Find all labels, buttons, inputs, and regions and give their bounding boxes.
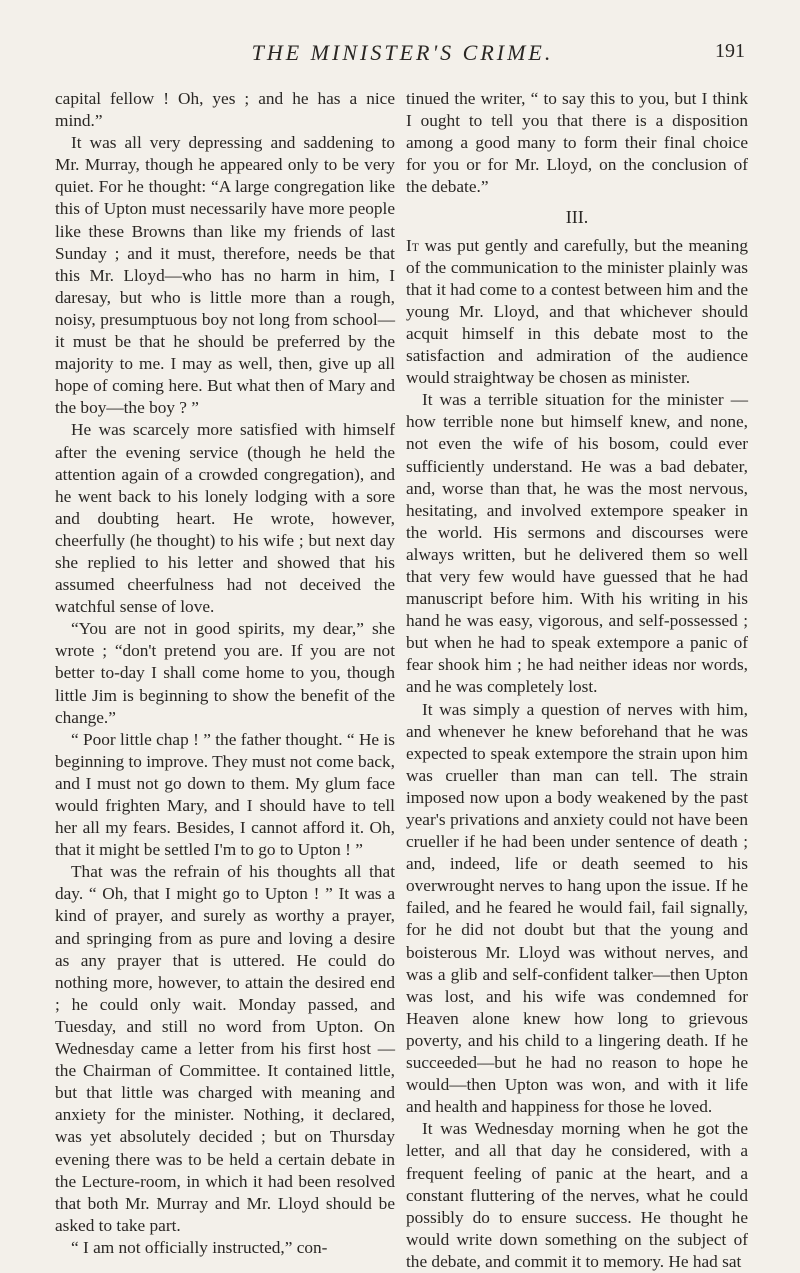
running-title: THE MINISTER'S CRIME.: [251, 40, 554, 65]
paragraph: It was all very depressing and saddening to Mr. Murray, though he appeared only to be very quiet. For he thought: “A large congregation like this of Upton must necessarily have more people like these Browns than like my friends of last Sunday ; and it must, therefore, needs be that this Mr. Lloyd—who has no harm in him, I daresay, but who is little more than a rough, noisy, presumptuous boy not long from school—it must be that he should be preferred by the majority to me. I may as well, then, give up all hope of coming here. But what then of Mary and the boy—the boy ? ”: [55, 133, 395, 418]
paragraph: “You are not in good spirits, my dear,” she wrote ; “don't pretend you are. If you are not better to-day I shall come home to you, though little Jim is beginning to show the benefit of the change.”: [55, 619, 395, 727]
left-column: [55, 88, 395, 1259]
paragraph: “ I am not officially instructed,” con-: [71, 1237, 328, 1257]
paragraph: It was a terrible situation for the minister —how terrible none but himself knew, and none, not even the wife of his bosom, could ever sufficiently understand. He was a bad debater, and, worse than that, he was the most nervous, hesitating, and involved extempore speaker in the world. His sermons and discourses were always written, but he delivered them so well that very few would have guessed that he had manuscript before him. With his writing in his hand he was easy, vigorous, and self-possessed ; but when he had to speak extempore a panic of fear shook him ; he had neither ideas nor words, and he was completely lost.: [406, 390, 748, 697]
paragraph: It was simply a question of nerves with him, and whenever he knew beforehand that he was expected to speak extempore the strain upon him was crueller than man can tell. The strain imposed now upon a body weakened by the past year's privations and anxiety could not have been crueller if he had been under sentence of death ; and, indeed, life or death seemed to his overwrought nerves to hang upon the issue. If he failed, and he feared he would fail, fail signally, for he did not doubt but that the young and boisterous Mr. Lloyd was without nerves, and was a glib and self-confident talker—then Upton was lost, and his wife was condemned for Heaven alone knew how long to grievous poverty, and his child to a lingering death. If he succeeded—but he had no reason to hope he would—then Upton was won, and with it life and health and happiness for those he loved.: [406, 699, 748, 1117]
section-dropcap: It: [406, 235, 420, 255]
paragraph: capital fellow ! Oh, yes ; and he has a nice mind.”: [55, 89, 395, 131]
section-first-paragraph: [406, 235, 748, 390]
paragraph: tinued the writer, “ to say this to you, but I think I ought to tell you that there is a disposition among a good many to form their final choice for you or for Mr. Lloyd, on the conclusion of the debate.”: [406, 89, 748, 197]
paragraph: It was Wednesday morning when he got the letter, and all that day he considered, with a frequent feeling of panic at the heart, and a constant fluttering of the nerves, what he could possibly do to ensure success. He thought he would write down something on the subject of the debate, and commit it to memory. He had sat: [406, 1119, 748, 1271]
right-column: [406, 88, 748, 1273]
page-header: [60, 38, 745, 78]
page-number: 191: [715, 40, 745, 62]
section-first-rest: was put gently and carefully, but the meaning of the communication to the minister plainly was that it had come to a contest between him and the young Mr. Lloyd, and that whichever should acquit himself in this debate most to the satisfaction and admiration of the audience would straightway be chosen as minister.: [406, 235, 748, 388]
paragraph: That was the refrain of his thoughts all that day. “ Oh, that I might go to Upton ! ” It was a kind of prayer, and surely as worthy a prayer, and springing from as pure and loving a desire as any prayer that is uttered. He could do nothing more, however, to attain the desired end ; he could only wait. Monday passed, and Tuesday, and still no word from Upton. On Wednesday came a letter from his first host — the Chairman of Committee. It contained little, but that little was charged with meaning and anxiety for the minister. Nothing, it declared, was yet absolutely decided ; but on Thursday evening there was to be held a certain debate in the Lecture-room, in which it had been resolved that both Mr. Murray and Mr. Lloyd should be asked to take part.: [55, 862, 395, 1235]
section-numeral: III.: [565, 207, 589, 228]
paragraph: “ Poor little chap ! ” the father thought. “ He is beginning to improve. They must not come back, and I must not go down to them. My glum face would frighten Mary, and I should have to tell her all my fears. Besides, I cannot afford it. Oh, that it might be settled I'm to go to Upton ! ”: [55, 729, 395, 860]
paragraph: He was scarcely more satisfied with himself after the evening service (though he held the attention again of a crowded congregation), and he went back to his lonely lodging with a sore and doubting heart. He wrote, however, cheerfully (he thought) to his wife ; but next day she replied to his letter and showed that his assumed cheerfulness had not deceived the watchful sense of love.: [55, 420, 395, 617]
